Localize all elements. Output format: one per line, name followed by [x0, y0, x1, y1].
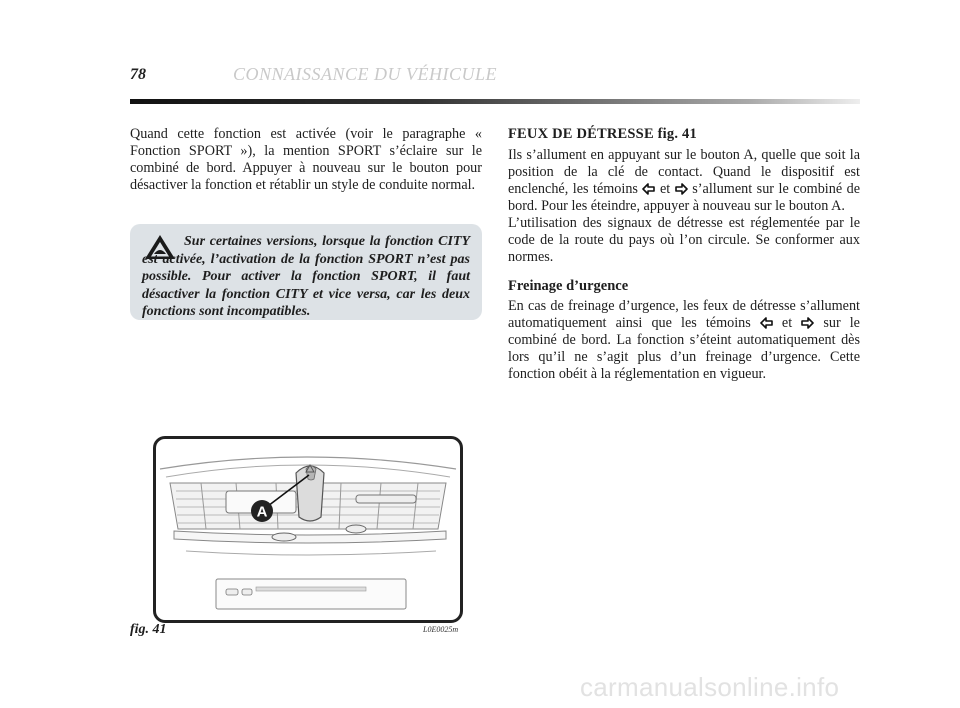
left-column — [130, 126, 482, 194]
turn-left-arrow-icon — [760, 317, 773, 329]
emergency-braking-paragraph — [508, 298, 860, 383]
intro-paragraph: Quand cette fonction est activée (voir le paragraphe « Fonction SPORT »), la mention SPORT s’éclaire sur le combiné de bord. Appuyer à nouveau sur le bouton pour désactiver la fonction et rétablir un style de conduite normal. — [130, 126, 482, 193]
figure-code: L0E0025m — [423, 625, 459, 634]
turn-right-arrow-icon — [801, 317, 814, 329]
hazard-text-part: s’allument sur le combiné de bord. Pour les éteindre, appuyer à nouveau sur le bouton A. — [508, 181, 861, 214]
emergency-braking-heading: Freinage d’urgence — [508, 278, 629, 294]
callout-label: A — [256, 503, 268, 521]
braking-text-part: sur le combiné de bord. La fonction s’éteint automatiquement dès lors qu’il ne s’agit plus d’un freinage d’urgence. Cette fonction obéit à la réglementation en vigueur. — [508, 315, 860, 382]
regulation-paragraph: L’utilisation des signaux de détresse est réglementée par le code de la route du pays où l’on circule. Se conformer aux normes. — [508, 215, 860, 265]
header-rule — [130, 99, 860, 104]
warning-box — [130, 224, 482, 320]
right-column — [508, 126, 860, 383]
page-number: 78 — [130, 66, 146, 83]
dashboard-illustration — [156, 439, 460, 620]
hazard-text-part: Ils s’allument en appuyant sur le bouton A, quelle que soit la position de la clé de contact. Quand le dispositif est enclenché, les témoins — [508, 147, 860, 197]
warning-text: Sur certaines versions, lorsque la fonction CITY est activée, l’activation de la fonction SPORT n’est pas possible. Pour activer la fonction SPORT, il faut désactiver la fonction CITY et vice versa, car les deux fonctions sont incompatibles. — [142, 234, 470, 319]
watermark[interactable]: carmanualsonline.info — [580, 672, 840, 702]
turn-right-arrow-icon — [675, 183, 688, 195]
braking-text-part: et — [781, 315, 793, 331]
turn-left-arrow-icon — [642, 183, 655, 195]
figure-caption: fig. 41 — [130, 622, 167, 637]
braking-text-part: En cas de freinage d’urgence, les feux de détresse s’allument automatiquement ainsi que les témoins — [508, 298, 860, 331]
hazard-text-part: et — [660, 181, 671, 197]
figure-41 — [153, 436, 463, 623]
hazard-lights-paragraph — [508, 147, 860, 215]
hazard-lights-heading: FEUX DE DÉTRESSE fig. 41 — [508, 126, 697, 142]
section-title: CONNAISSANCE DU VÉHICULE — [233, 64, 497, 84]
